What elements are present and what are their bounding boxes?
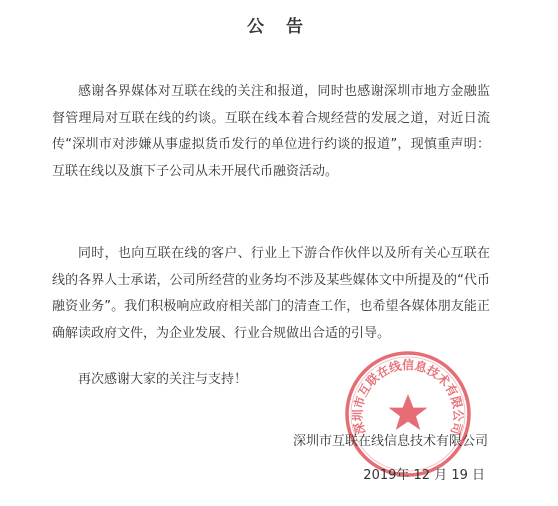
- seal-star-icon: [389, 394, 428, 430]
- signature-company: 深圳市互联在线信息技术有限公司: [292, 434, 488, 449]
- paragraph-commitment: 同时，也向互联在线的客户、行业上下游合作伙伴以及所有关心互联在线的各界人士承诺，公司所经营的业务均不涉及某些媒体文中所提及的“代币融资业务”。我们积极响应政府相关部门的清查工作，也希望各媒体朋友能正确解读政府文件，为企业发展、行业合规做出合适的引导。: [52, 246, 490, 341]
- seal-text: 深圳市互联在线信息技术有限公司: [350, 358, 466, 436]
- paragraph-thanks: 再次感谢大家的关注与支持！: [78, 372, 248, 387]
- paragraph-statement: 感谢各界媒体对互联在线的关注和报道，同时也感谢深圳市地方金融监督管理局对互联在线的约谈。互联在线本着合规经营的发展之道，对近日流传“深圳市对涉嫌从事虚拟货币发行的单位进行约谈的报道”，现慎重声明：互联在线以及旗下子公司从未开展代币融资活动。: [52, 84, 490, 179]
- company-seal-stamp: [342, 348, 474, 480]
- signature-date: 2019年 12 月 19 日: [363, 468, 485, 483]
- notice-title: 公 告: [247, 17, 311, 37]
